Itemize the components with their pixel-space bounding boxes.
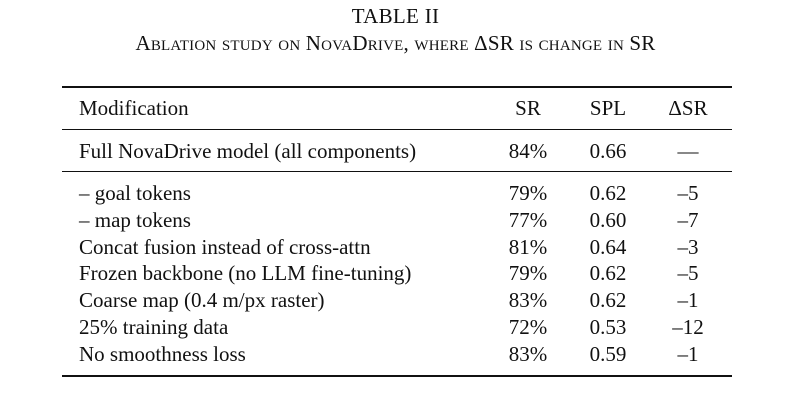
row-modification: Coarse map (0.4 m/px raster) [79, 288, 325, 312]
row-spl: 0.62 [589, 288, 627, 312]
row-sr: 79% [508, 181, 548, 205]
row-delta-sr: –5 [677, 261, 699, 285]
row-delta-sr: –1 [677, 288, 699, 312]
row-modification: 25% training data [79, 315, 229, 339]
row-spl: 0.60 [589, 208, 627, 232]
row-sr: 72% [508, 315, 548, 339]
header-rule [62, 129, 732, 130]
row-sr: 83% [508, 342, 548, 366]
row-modification: No smoothness loss [79, 342, 246, 366]
row-sr: 77% [508, 208, 548, 232]
row-delta-sr: –3 [677, 235, 699, 259]
full-model-modification: Full NovaDrive model (all components) [79, 139, 417, 163]
bottom-rule [62, 375, 732, 377]
row-delta-sr: –1 [677, 342, 699, 366]
row-spl: 0.64 [589, 235, 627, 259]
section-rule [62, 171, 732, 172]
row-spl: 0.62 [589, 261, 627, 285]
row-delta-sr: –7 [677, 208, 699, 232]
row-sr: 79% [508, 261, 548, 285]
row-delta-sr: –5 [677, 181, 699, 205]
row-modification: Concat fusion instead of cross-attn [79, 235, 371, 259]
row-spl: 0.62 [589, 181, 627, 205]
row-sr: 81% [508, 235, 548, 259]
header-modification: Modification [79, 96, 189, 120]
table-label: TABLE II [351, 4, 440, 28]
row-spl: 0.59 [589, 342, 627, 366]
table-title: Ablation study on NovaDrive, where ΔSR is change in SR [135, 31, 656, 55]
row-modification: – map tokens [79, 208, 191, 232]
row-sr: 83% [508, 288, 548, 312]
top-rule [62, 86, 732, 88]
full-model-spl: 0.66 [589, 139, 627, 163]
header-spl: SPL [589, 96, 627, 120]
full-model-delta-sr: — [677, 139, 699, 163]
row-modification: Frozen backbone (no LLM fine-tuning) [79, 261, 412, 285]
header-sr: SR [515, 96, 541, 120]
row-modification: – goal tokens [79, 181, 191, 205]
full-model-sr: 84% [508, 139, 548, 163]
header-delta-sr: ΔSR [668, 96, 708, 120]
row-delta-sr: –12 [672, 315, 704, 339]
row-spl: 0.53 [589, 315, 627, 339]
